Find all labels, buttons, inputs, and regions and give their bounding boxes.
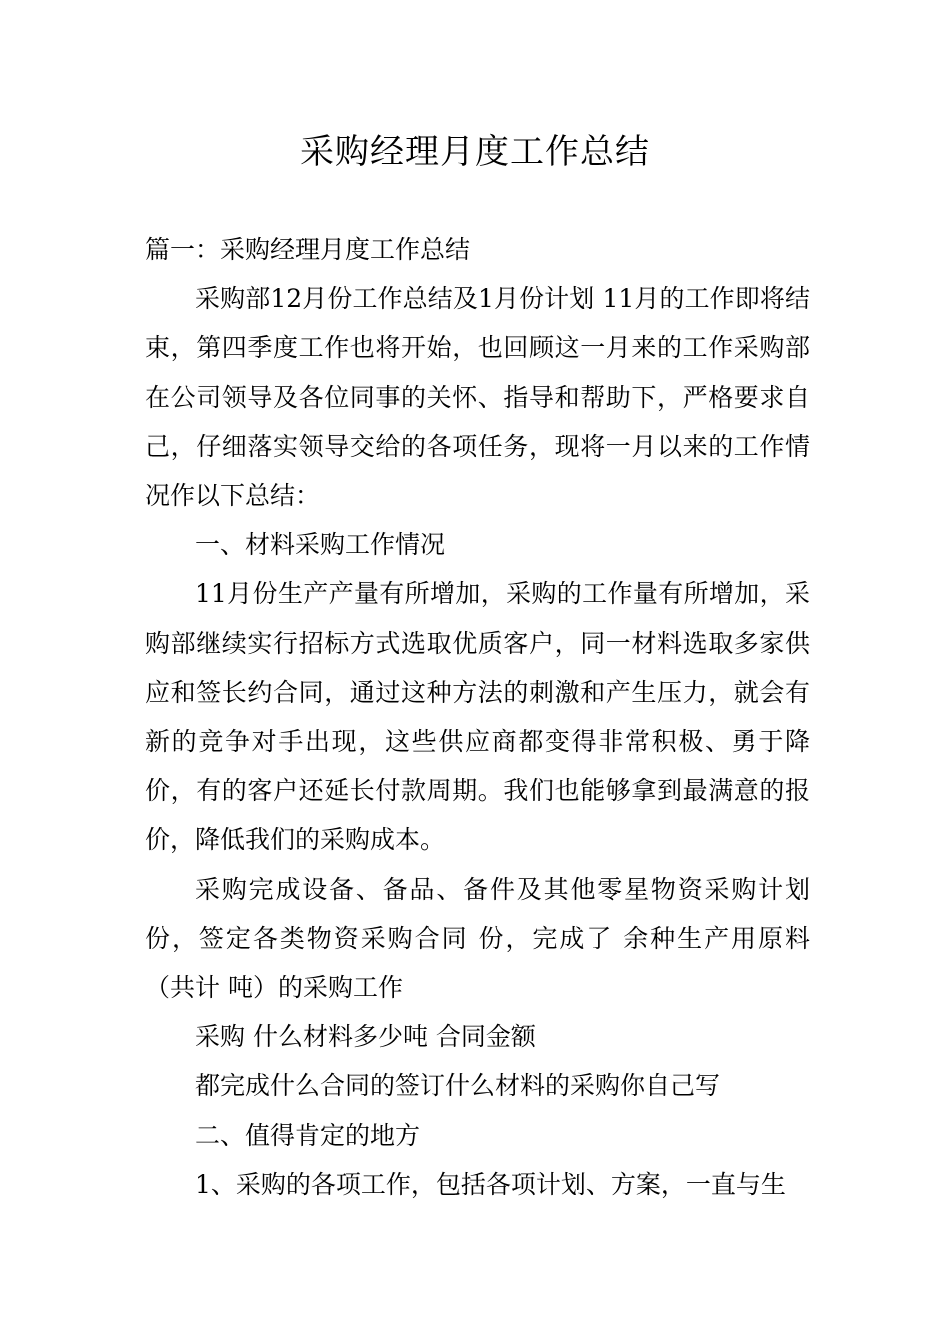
section-heading-affirm: 二、值得肯定的地方 bbox=[195, 1120, 421, 1150]
document-body bbox=[145, 225, 810, 1209]
paragraph-purchase-line: 采购 什么材料多少吨 合同金额 bbox=[195, 1022, 536, 1052]
document-title: 采购经理月度工作总结 bbox=[300, 132, 650, 172]
paragraph-materials: 11月份生产产量有所增加，采购的工作量有所增加，采购部继续实行招标方式选取优质客户，同一材料选取多家供应和签长约合同，通过这种方法的刺激和产生压力，就会有新的竞争对手出现，这些供应商都变得非常积极、勇于降价，有的客户还延长付款周期。我们也能够拿到最满意的报价，降低我们的采购成本。 bbox=[145, 579, 810, 855]
section-heading-materials: 一、材料采购工作情况 bbox=[195, 530, 446, 560]
paragraph-item-1: 1、采购的各项工作，包括各项计划、方案，一直与生 bbox=[195, 1169, 786, 1199]
paragraph-intro: 采购部12月份工作总结及1月份计划 11月的工作即将结束，第四季度工作也将开始，也回顾这一月来的工作采购部在公司领导及各位同事的关怀、指导和帮助下，严格要求自己，仔细落实领导交给的各项任务，现将一月以来的工作情况作以下总结： bbox=[145, 284, 810, 511]
paragraph-heading: 篇一：采购经理月度工作总结 bbox=[145, 235, 471, 264]
paragraph-completed: 采购完成设备、备品、备件及其他零星物资采购计划份，签定各类物资采购合同 份，完成了 余种生产用原料（共计 吨）的采购工作 bbox=[145, 874, 810, 1003]
paragraph-instruction: 都完成什么合同的签订什么材料的采购你自己写 bbox=[195, 1071, 721, 1101]
